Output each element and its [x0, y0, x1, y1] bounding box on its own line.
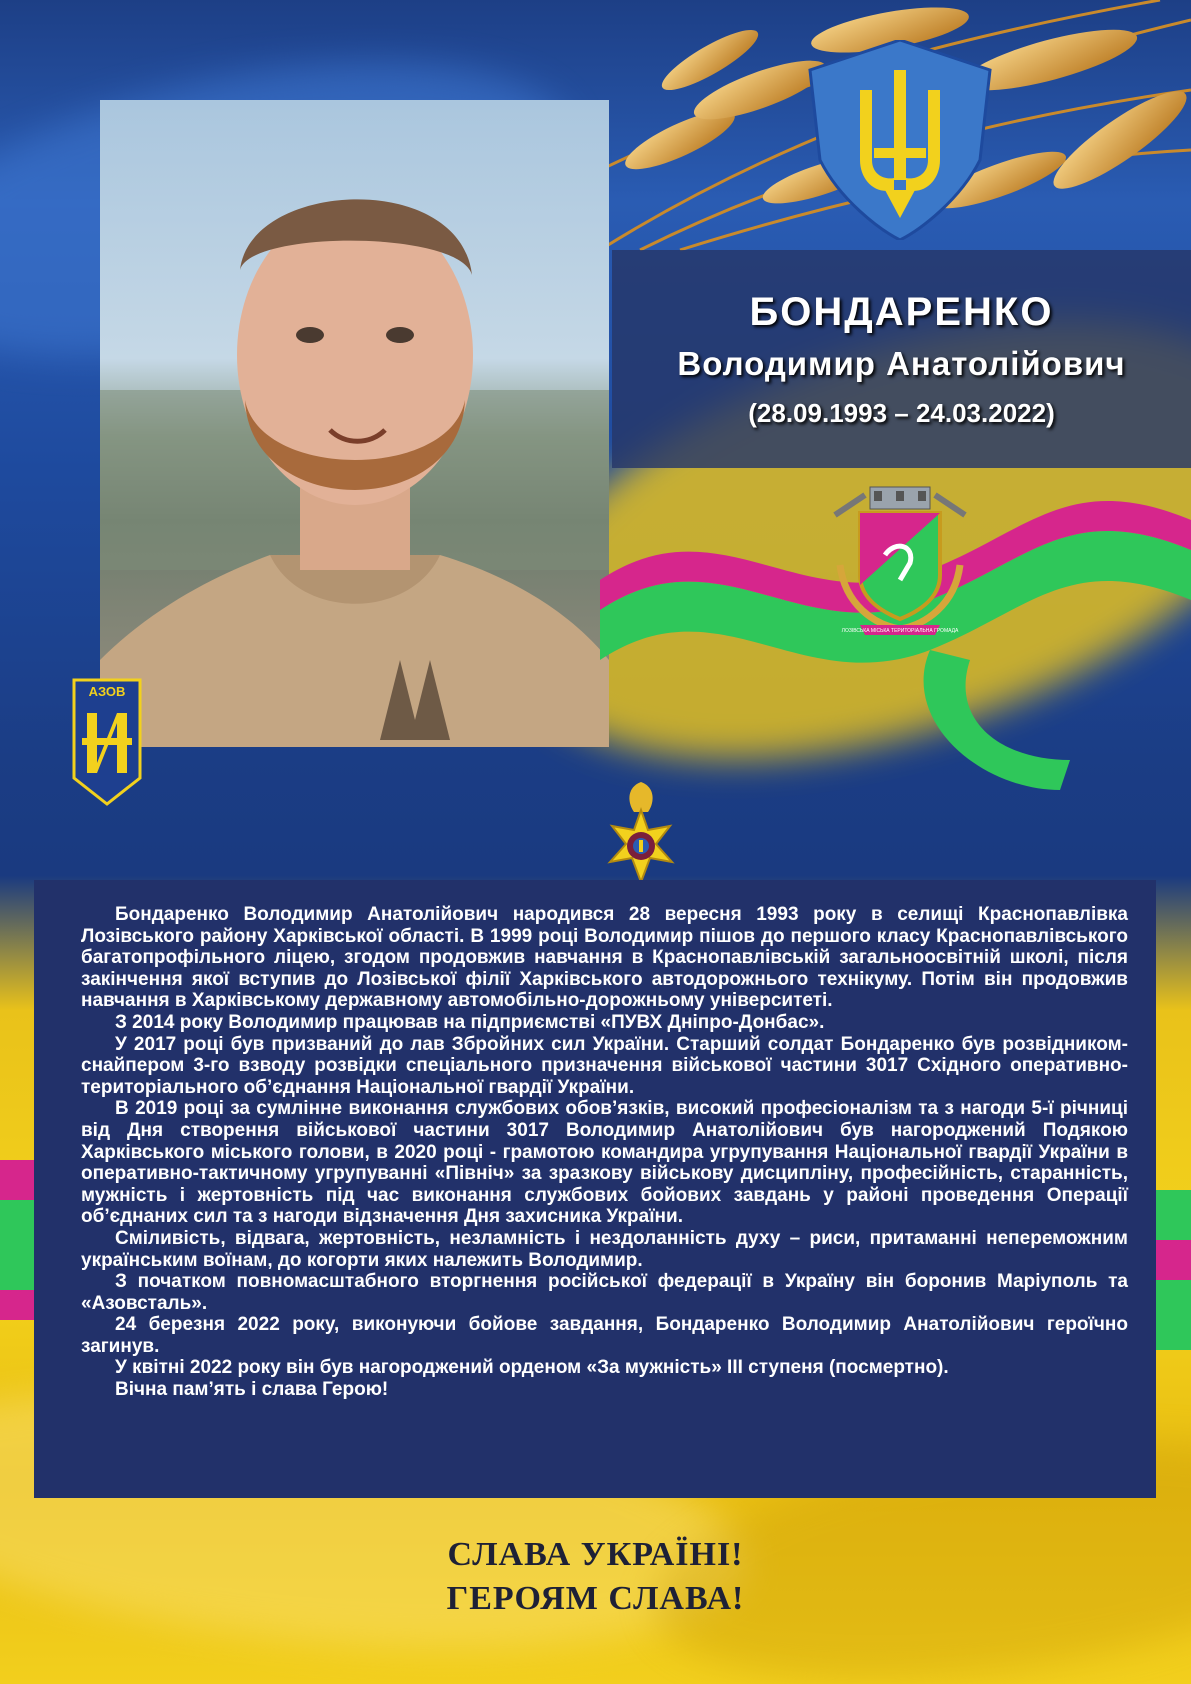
- slogan-glory-heroes: ГЕРОЯМ СЛАВА!: [446, 1580, 745, 1617]
- biography-panel: [34, 880, 1156, 1498]
- bio-paragraph: Бондаренко Володимир Анатолійович народився 28 вересня 1993 року в селищі Краснопавлівка Лозівського району Харківської області. В 1999 році Володимир пішов до першого класу Краснопавлівського багатопрофільного ліцею, згодом продовжив навчання в Краснопавлівській загальноосвітній школі, після закінчення якої вступив до Лозівської філії Харківського автодорожнього технікуму. Потім він продовжив навчання в Харківському державному автомобільно-дорожньому університеті.: [81, 904, 1128, 1012]
- bio-paragraph: 24 березня 2022 року, виконуючи бойове завдання, Бондаренко Володимир Анатолійович героїчно загинув.: [81, 1314, 1128, 1357]
- bio-paragraph: З початком повномасштабного вторгнення російської федерації в Україну він боронив Маріуполь та «Азовсталь».: [81, 1271, 1128, 1314]
- city-coat-of-arms-icon: [830, 485, 970, 635]
- slogan-glory-ukraine: СЛАВА УКРАЇНІ!: [447, 1536, 744, 1573]
- biography-text: [81, 904, 1128, 1401]
- portrait-illustration: [100, 100, 609, 747]
- bio-paragraph: У 2017 році був призваний до лав Збройних сил України. Старший солдат Бондаренко був розвідником-снайпером 3-го взводу розвідки спеціального призначення військової частини 3017 Східного оперативно-територіального об’єднання Національної гвардії України.: [81, 1033, 1128, 1098]
- azov-badge-icon: [72, 678, 142, 806]
- city-coat-label: ЛОЗІВСЬКА МІСЬКА ТЕРИТОРІАЛЬНА ГРОМАДА: [841, 628, 959, 634]
- azov-badge-label: АЗОВ: [88, 684, 126, 699]
- bio-paragraph: В 2019 році за сумлінне виконання службових обов’язків, високий професіоналізм та з нагоди 5-ї річниці від Дня створення військової частини 3017 Володимир Анатолійович був нагороджений Подякою Харківського міського голови, в 2020 році - грамотою командира угрупування Національної гвардії України в оперативно-тактичному угрупуванні «Північ» за зразкову військову дисципліну, професійність, старанність, мужність і жертовність під час виконання службових бойових завдань у районі проведення Операції об’єднаних сил та з нагоди відзначення Дня захисника України.: [81, 1098, 1128, 1228]
- hero-given-names: Володимир Анатолійович: [677, 345, 1126, 382]
- bio-paragraph: Сміливість, відвага, жертовність, незламність і нездоланність духу – риси, притаманні непереможним українським воїнам, до когорти яких належить Володимир.: [81, 1227, 1128, 1271]
- ribbon-right-edge: [1150, 1190, 1191, 1370]
- tryzub-shield-icon: [800, 40, 1000, 240]
- bio-paragraph: З 2014 року Володимир працював на підприємстві «ПУВХ Дніпро-Донбас».: [115, 1011, 825, 1033]
- bio-paragraph: Вічна пам’ять і слава Герою!: [115, 1379, 389, 1401]
- hero-life-dates: (28.09.1993 – 24.03.2022): [748, 398, 1055, 428]
- bio-paragraph: У квітні 2022 року він був нагороджений орденом «За мужність» III ступеня (посмертно).: [115, 1357, 949, 1379]
- hero-portrait: [100, 100, 609, 747]
- hero-surname: БОНДАРЕНКО: [749, 290, 1054, 334]
- national-guard-star-icon: [600, 782, 682, 890]
